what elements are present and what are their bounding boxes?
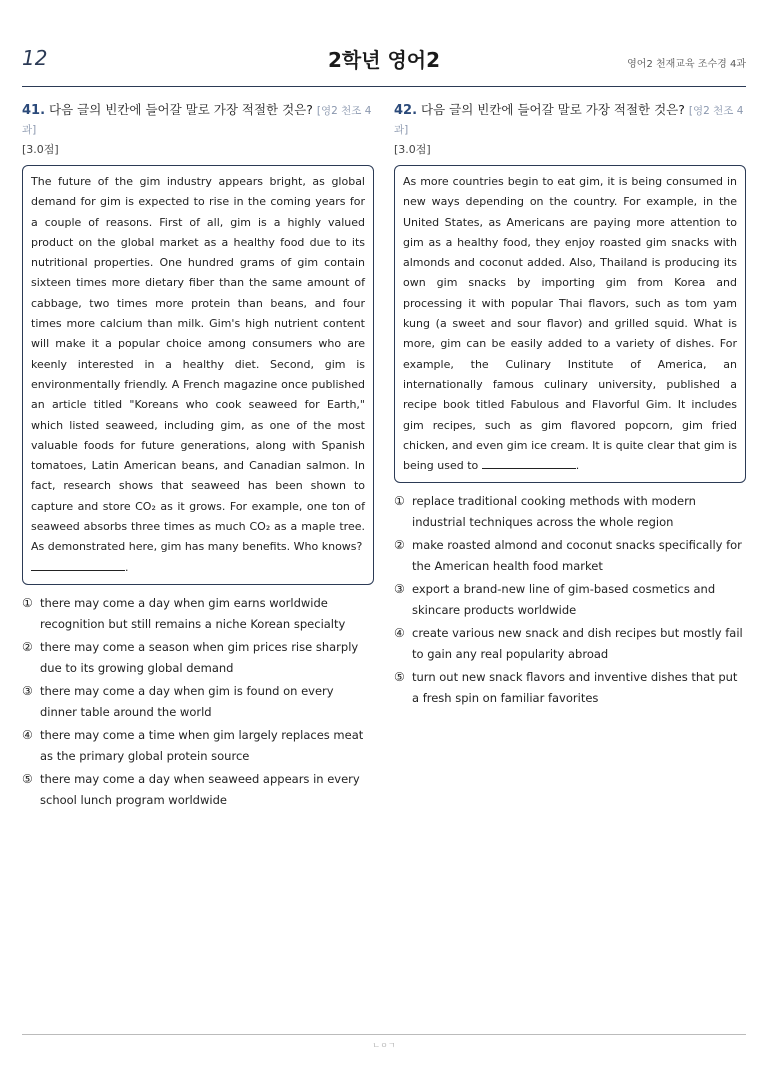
choice-list xyxy=(22,593,374,811)
question-42-header xyxy=(394,101,746,139)
blank-period: . xyxy=(125,560,129,574)
choice-marker: ② xyxy=(22,639,33,654)
passage-text: The future of the gim industry appears bright, as global demand for gim is expected to rise in the coming years for a couple of reasons. First of all, gim is a highly valued product on the global market as a healthy food due to its nutritional properties. One hundred grams of gim contain sixteen times more dietary fiber than the same amount of cabbage, two times more protein than beans, and four times more calcium than milk. Gim's high nutrient content will make it a popular choice among consumers who are keenly interested in a healthy diet. Second, gim is environmentally friendly. A French magazine once published an article titled "Koreans who cook seaweed for Earth," which listed seaweed, including gim, as one of the most valuable foods for future generations, along with Spanish tomatoes, Latin American beans, and Canadian salmon. In fact, research shows that seaweed has been shown to capture and store CO₂ as it grows. For example, one ton of seaweed absorbs three times as much CO₂ as a maple tree. As demonstrated here, gim has many benefits. Who knows? xyxy=(31,175,365,554)
choice-2[interactable] xyxy=(394,535,746,577)
passage-box xyxy=(22,165,374,585)
question-41-header xyxy=(22,101,374,139)
choice-text: create various new snack and dish recipes but mostly fail to gain any real popularity abroad xyxy=(412,626,743,662)
choice-text: make roasted almond and coconut snacks specifically for the American health food market xyxy=(412,538,742,574)
question-number: 41. xyxy=(22,103,46,118)
choice-text: turn out new snack flavors and inventive dishes that put a fresh spin on familiar favorites xyxy=(412,670,738,706)
choice-marker: ④ xyxy=(22,727,33,742)
question-42 xyxy=(394,101,746,711)
choice-text: replace traditional cooking methods with modern industrial techniques across the whole region xyxy=(412,494,696,530)
choice-1[interactable] xyxy=(394,491,746,533)
choice-marker: ② xyxy=(394,538,405,553)
footer-mark: ㄴㅇㄱ xyxy=(372,1041,396,1050)
choice-text: there may come a time when gim largely replaces meat as the primary global protein source xyxy=(40,727,364,763)
choice-marker: ⑤ xyxy=(394,670,405,685)
choice-text: export a brand-new line of gim-based cosmetics and skincare products worldwide xyxy=(412,582,716,618)
choice-text: there may come a day when gim earns worldwide recognition but still remains a niche Korean specialty xyxy=(40,595,346,631)
passage-box xyxy=(394,165,746,483)
question-source: [영2 천조 4과] xyxy=(394,105,744,136)
page-header xyxy=(22,0,746,87)
choice-5[interactable] xyxy=(22,769,374,811)
page-title: 2학년 영어2 xyxy=(327,48,441,72)
question-points: [3.0점] xyxy=(394,143,431,156)
answer-blank xyxy=(31,558,125,571)
question-number: 42. xyxy=(394,103,418,118)
choice-1[interactable] xyxy=(22,593,374,635)
question-prompt: 다음 글의 빈칸에 들어갈 말로 가장 적절한 것은? xyxy=(49,102,313,117)
choice-list xyxy=(394,491,746,709)
question-points: [3.0점] xyxy=(22,143,59,156)
footer-divider xyxy=(22,1034,746,1035)
blank-period: . xyxy=(575,459,580,473)
question-prompt: 다음 글의 빈칸에 들어갈 말로 가장 적절한 것은? xyxy=(421,102,685,117)
question-41 xyxy=(22,101,374,813)
choice-text: there may come a day when seaweed appears in every school lunch program worldwide xyxy=(40,771,360,807)
choice-4[interactable] xyxy=(394,623,746,665)
choice-3[interactable] xyxy=(394,579,746,621)
choice-4[interactable] xyxy=(22,725,374,767)
page-subtitle: 영어2 천재교육 조수경 4과 xyxy=(627,59,746,70)
choice-2[interactable] xyxy=(22,637,374,679)
page-number: 12 xyxy=(22,46,48,70)
passage-text: As more countries begin to eat gim, it is being consumed in new ways depending on the country. For example, in the United States, as Americans are paying more attention to gim as a healthy food, they enjoy roasted gim snacks with almonds and coconut added. Also, Thailand is producing its own gim snacks by importing gim from Korea and processing it with popular Thai flavors, such as tom yam kung (a sweet and sour flavor) and grilled squid. What is more, gim can be easily added to a variety of dishes. For example, the Culinary Institute of America, an internationally famous culinary university, published a recipe book titled Fabulous and Flavorful Gim. It includes gim recipes, such as gim flavored popcorn, gim fried chicken, and even gim ice cream. It is quite clear that gim is being used to xyxy=(403,175,737,473)
choice-marker: ① xyxy=(394,494,405,509)
choice-marker: ① xyxy=(22,595,33,610)
choice-marker: ③ xyxy=(22,683,33,698)
choice-3[interactable] xyxy=(22,681,374,723)
choice-text: there may come a season when gim prices rise sharply due to its growing global demand xyxy=(40,639,359,675)
choice-5[interactable] xyxy=(394,667,746,709)
choice-marker: ③ xyxy=(394,582,405,597)
choice-marker: ④ xyxy=(394,626,405,641)
choice-marker: ⑤ xyxy=(22,771,33,786)
choice-text: there may come a day when gim is found on every dinner table around the world xyxy=(40,683,334,719)
answer-blank xyxy=(482,456,576,469)
question-source: [영2 천조 4과] xyxy=(22,105,372,136)
